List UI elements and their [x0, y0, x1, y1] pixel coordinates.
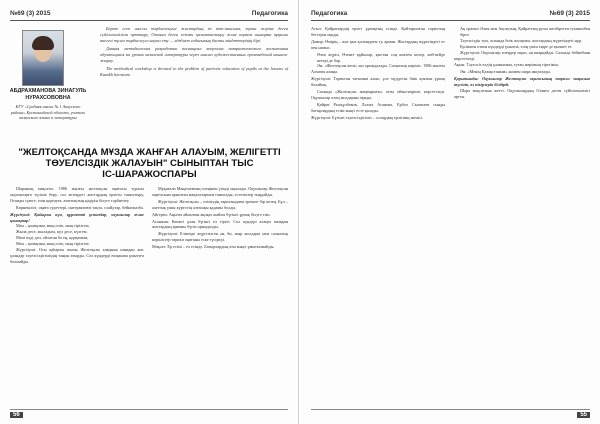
paragraph: Ән: «Менің Қазақстаным» әнімен шара аяқталады.	[460, 69, 552, 75]
speaker-line: Асыл: Қайраткердің ерлігі ұрпақтың есінде. Қайтарылған тарихтың беттерін оқиды.	[311, 26, 445, 37]
verse-line: Ақ орамал Әлия мен Ақсақтың, Қайраттың рухы желбіреген туымызбен бірге.	[460, 26, 590, 37]
author-name: АБДРАХМАНОВА ЗИНАГУЛЬ НУРАХСОВОВНА	[9, 88, 87, 101]
verse-line: Ерлікпен өткен күндерді ұмытпа, елің үшін еңіре де қызмет ет.	[460, 43, 573, 49]
abstract-ru: Данная методическая разработка посвящена вопросам патриотического воспитания обучающихся на уроках казахской литературы через анализ художественных произведений акынов-жырау.	[100, 46, 288, 63]
author-block	[8, 88, 88, 121]
text-column-4	[454, 26, 590, 408]
paragraph: Жүргізуші: Оқушылар өлеңдер оқып, ән шырқайды. Сахнада бейнебаян көрсетіледі.	[454, 49, 590, 61]
speaker-line: Жүргізуші: Бүгінгі тәуелсіздігіміз – солардың ерлігінің жемісі.	[311, 114, 424, 120]
title-line: ІС-ШАРАЖОСПАРЫ	[102, 169, 197, 180]
verse-line: Мен – қазақпын, мың өліп, мың тірілгем.	[16, 241, 90, 247]
verse-line: Өзен жүріп, Өзенге құйылар, қыстан соң көктем келер, кей-кейде кетері де бар.	[317, 51, 445, 63]
article-title	[12, 147, 287, 180]
title-line: ТӨУЕЛСІЗДІК ЖАЛАУЫН" СЫНЫПТАН ТЫС	[45, 158, 254, 169]
page-number: 55	[577, 412, 590, 418]
speaker-line: Асанжан: Кешегі ұлан бүгінгі ел тірегі. Сол күндері алаңға шыққан жастардың арманы бүгін орындалды.	[152, 218, 288, 230]
paragraph: Шара мақсатына жетті. Оқушылардың Отанға деген сүйіспеншілігі артты.	[454, 88, 590, 99]
issue-label: №69 (3) 2015	[549, 10, 590, 17]
paragraph: Қайрат Рысқұлбеков, Ләззат Асанова, Ербол Сыпатаев сынды батырлардың есімі мәңгі есте қалады.	[311, 101, 445, 113]
paragraph: Жүргізуші: Желтоқсан – еліміздің тарихындағы ерекше бір кезең. Бұл – азаттық үшін күрестің алғашқы қадамы болды.	[152, 198, 288, 210]
abstract	[100, 26, 288, 80]
verse-line: Тәуелсіздік туы, аспанда биік жалауым, жастардың жүрегіндегі нұр,	[460, 37, 583, 43]
speaker-line: Айгерім: Аңызға айналған ақиқат жайлы бүгінгі ұрпақ білуге тиіс.	[152, 211, 272, 217]
paragraph: Шараның мақсаты: 1986 жылғы желтоқсан оқиғасы туралы оқушыларға түсінік беру, сол кезеңдегі жастардың ерлігін таныстыру, Отанды сүюге, елін қорғауға, азаттықтың қадірін білуге тәрбиелеу.	[10, 186, 144, 203]
page-header	[10, 10, 288, 21]
author-bio: КГУ «Средняя школа № 1 Аккуского района» Қостанайской области, учитель казахского языка и литературы	[10, 104, 86, 121]
section-label: Педагогика	[251, 10, 288, 17]
page-footer	[10, 409, 288, 418]
paragraph: Мұқағали Мақатаевтың өлеңінен үзінді оқылады. Оқушылар Желтоқсан оқиғасына арналған мақалалармен танысады, естеліктер тыңдайды.	[152, 186, 288, 197]
paragraph: Ән: «Желтоқсан желі» әні орындалады. Сахналық көрініс: 1986 жылғы Алматы алаңы.	[311, 63, 445, 75]
page-footer	[311, 409, 590, 418]
text-column-2	[152, 186, 288, 408]
page-header	[311, 10, 590, 21]
speaker-line: Дамир: Өмірің – жас қыз қолындағы ту, арман. Жастардың жүрегіндегі от пен намыс.	[311, 38, 445, 50]
paragraph: Көрнекілігі: оқиға суреттері, интерактивті тақта, слайдтар, бейнежазба.	[16, 204, 144, 210]
text-column-1	[10, 186, 144, 408]
section-label: Педагогика	[311, 10, 348, 17]
page-number: 56	[10, 412, 23, 418]
right-page	[301, 0, 600, 424]
conclusion-line: Қорытынды: Оқушылар Желтоқсан оқиғасының тарихи маңызын түсініп, өз пікірлерін білдірді.	[454, 76, 590, 88]
speaker-line: Жүргізуші: Қайырлы күн, құрметті ұстаздар, оқушылар және қонақтар!	[10, 211, 144, 223]
speaker-line: Мақсат: Ер есімі – ел есінде. Батырлардың аты мәңгі ұмытылмайды.	[152, 244, 275, 250]
text-column-3	[311, 26, 445, 408]
speaker-line: Жүргізуші: Тарихтан тағылым алып, ұлт мүддесін биік қоятын ұрпақ болайық.	[311, 76, 445, 88]
abstract-kz: Береке есеп шы-ғы тәрбиеленуші жастардың өз ата-анасына, туған жеріне деген сүйіспеншілігін арттыру, Отанға деген сезімін қалыптастыру және көркем шығарма арқылы өнегелі тұлға тәрбиелеуге ықпал ету — әдебиет сабағының басты міндеттерінің бірі.	[100, 26, 288, 43]
abstract-en: The methodical workshop is devoted to the problem of patriotic education of pupils at the lessons of Kazakh literature.	[100, 66, 288, 77]
paragraph: Жүргізуші: Осы қаһарлы жылы Желтоқсан алаңына шыққан жас ұландар тәуелсіздігіміздің таңын атырды. Сол күндерді ешқашан ұмытуға болмайды.	[10, 247, 144, 264]
author-photo	[22, 30, 64, 86]
verse-line: Жыла десе, жыладым, күл десе, күлгем.	[16, 229, 88, 235]
issue-label: №69 (3) 2015	[10, 10, 51, 17]
paragraph: Жүргізуші: Елімізде жүргізілген ән, би, жыр жолдары мен сахналық көріністер тарихи оқиғаны еске түсіреді.	[152, 231, 288, 243]
title-line: "ЖЕЛТОҚСАНДА МҰЗДА ЖАНҒАН АЛАУЫМ, ЖЕЛІГЕТТІ	[18, 147, 281, 158]
verse-line: Мен – қазақпын, мың өліп, мың тірілгем,	[16, 223, 90, 229]
paragraph: Сахнада «Желтоқсан жаңғырығы» атты ойын-көрініс көрсетіледі. Оқушылар өлең жолдарын оқиды.	[311, 89, 445, 100]
left-page	[0, 0, 299, 424]
speaker-line: Ақын: Тәуелсіз елдің ұланымын, туған жерімнің тірегімін.	[454, 62, 559, 68]
verse-line: Мені өлді деп, ойлаған ба ең, қорқамын,	[16, 235, 89, 241]
